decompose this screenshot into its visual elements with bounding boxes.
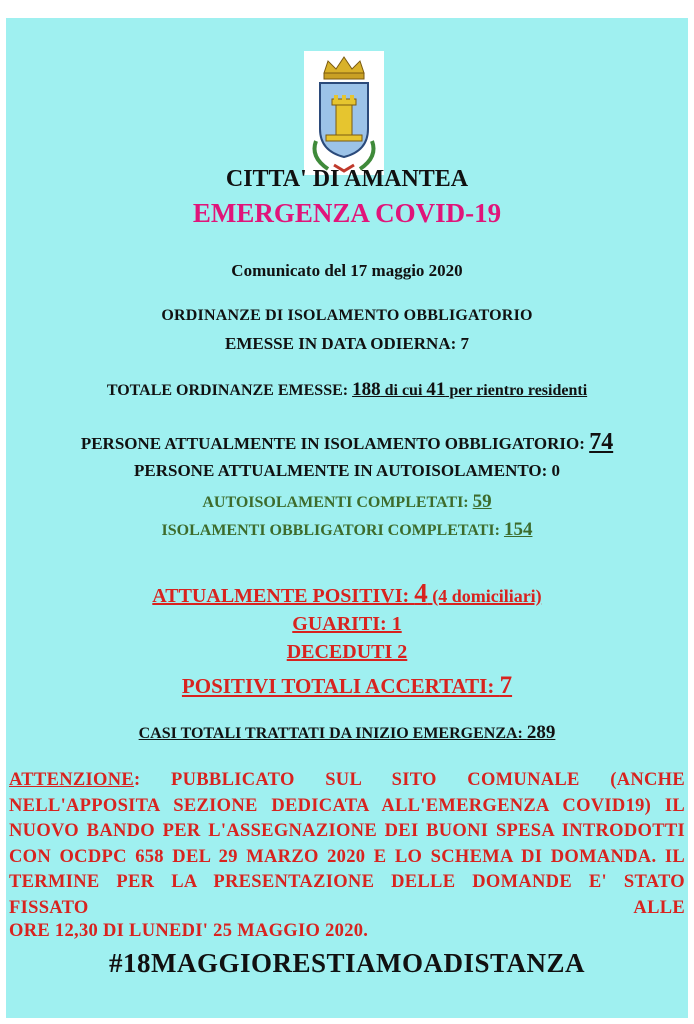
- ordinanze-line1: ORDINANZE DI ISOLAMENTO OBBLIGATORIO: [161, 307, 533, 324]
- attualmente-positivi-note: (4 domiciliari): [427, 586, 542, 606]
- casi-totali-value: 289: [526, 722, 556, 743]
- totale-ordinanze-line: [6, 379, 688, 401]
- totale-value: 188: [352, 379, 381, 400]
- autoisolamento-label: PERSONE ATTUALMENTE IN AUTOISOLAMENTO:: [133, 461, 552, 480]
- autoisolamenti-completati-label: AUTOISOLAMENTI COMPLETATI:: [202, 494, 473, 511]
- totale-label: TOTALE ORDINANZE EMESSE:: [106, 382, 353, 399]
- isolamento-obbligatorio-value: 74: [589, 429, 614, 455]
- isolamenti-completati-line: [6, 519, 688, 541]
- totale-rientro-value: 41: [426, 379, 446, 400]
- coat-of-arms-icon: [302, 51, 386, 177]
- ordinanze-line2: [6, 334, 688, 354]
- hashtag: #18MAGGIORESTIAMOADISTANZA: [108, 948, 586, 978]
- positivi-totali-label: POSITIVI TOTALI ACCERTATI:: [181, 674, 500, 698]
- emergency-title: EMERGENZA COVID-19: [192, 198, 502, 228]
- positivi-totali-line: [6, 672, 688, 700]
- autoisolamento-line: [6, 461, 688, 481]
- deceduti-line: DECEDUTI 2: [286, 641, 408, 663]
- attualmente-positivi-value: 4: [414, 578, 428, 608]
- totale-di-cui: di cui: [380, 382, 427, 399]
- guariti-line: GUARITI: 1: [292, 613, 402, 635]
- notice-deadline: ORE 12,30 DI LUNEDI' 25 MAGGIO 2020.: [9, 921, 369, 941]
- autoisolamenti-completati-line: [6, 491, 688, 513]
- casi-totali-label: CASI TOTALI TRATTATI DA INIZIO EMERGENZA:: [138, 725, 527, 742]
- attualmente-positivi-line: [6, 578, 688, 609]
- isolamenti-completati-label: ISOLAMENTI OBBLIGATORI COMPLETATI:: [161, 522, 504, 539]
- ordinanze-today-value: 7: [460, 334, 470, 353]
- notice-heading: ATTENZIONE: [9, 770, 134, 790]
- city-title: CITTA' DI AMANTEA: [225, 166, 469, 192]
- attualmente-positivi-label: ATTUALMENTE POSITIVI:: [152, 585, 415, 607]
- isolamenti-completati-value: 154: [503, 519, 533, 540]
- autoisolamento-value: 0: [551, 461, 561, 480]
- notice-body: : PUBBLICATO SUL SITO COMUNALE (ANCHE NELL'APPOSITA SEZIONE DEDICATA ALL'EMERGENZA COVID19) IL NUOVO BANDO PER L'ASSEGNAZIONE DEI BUONI SPESA INTRODOTTI CON OCDPC 658 DEL 29 MARZO 2020 E LO SCHEMA DI DOMANDA. IL TERMINE PER LA PRESENTAZIONE DELLE DOMANDE E' STATO FISSATO ALLE: [9, 770, 685, 918]
- positivi-totali-value: 7: [499, 672, 513, 699]
- autoisolamenti-completati-value: 59: [472, 491, 492, 512]
- totale-suffix: per rientro residenti: [445, 382, 588, 399]
- notice-paragraph: [9, 768, 685, 921]
- ordinanze-today-label: EMESSE IN DATA ODIERNA:: [224, 334, 461, 353]
- attualmente-positivi-wrap: [152, 578, 542, 608]
- isolamento-obbligatorio-line: [6, 429, 688, 456]
- date-line: Comunicato del 17 maggio 2020: [231, 261, 463, 280]
- bulletin-page: [6, 18, 688, 1018]
- isolamento-obbligatorio-label: PERSONE ATTUALMENTE IN ISOLAMENTO OBBLIGATORIO:: [80, 434, 590, 453]
- casi-totali-line: [6, 722, 688, 744]
